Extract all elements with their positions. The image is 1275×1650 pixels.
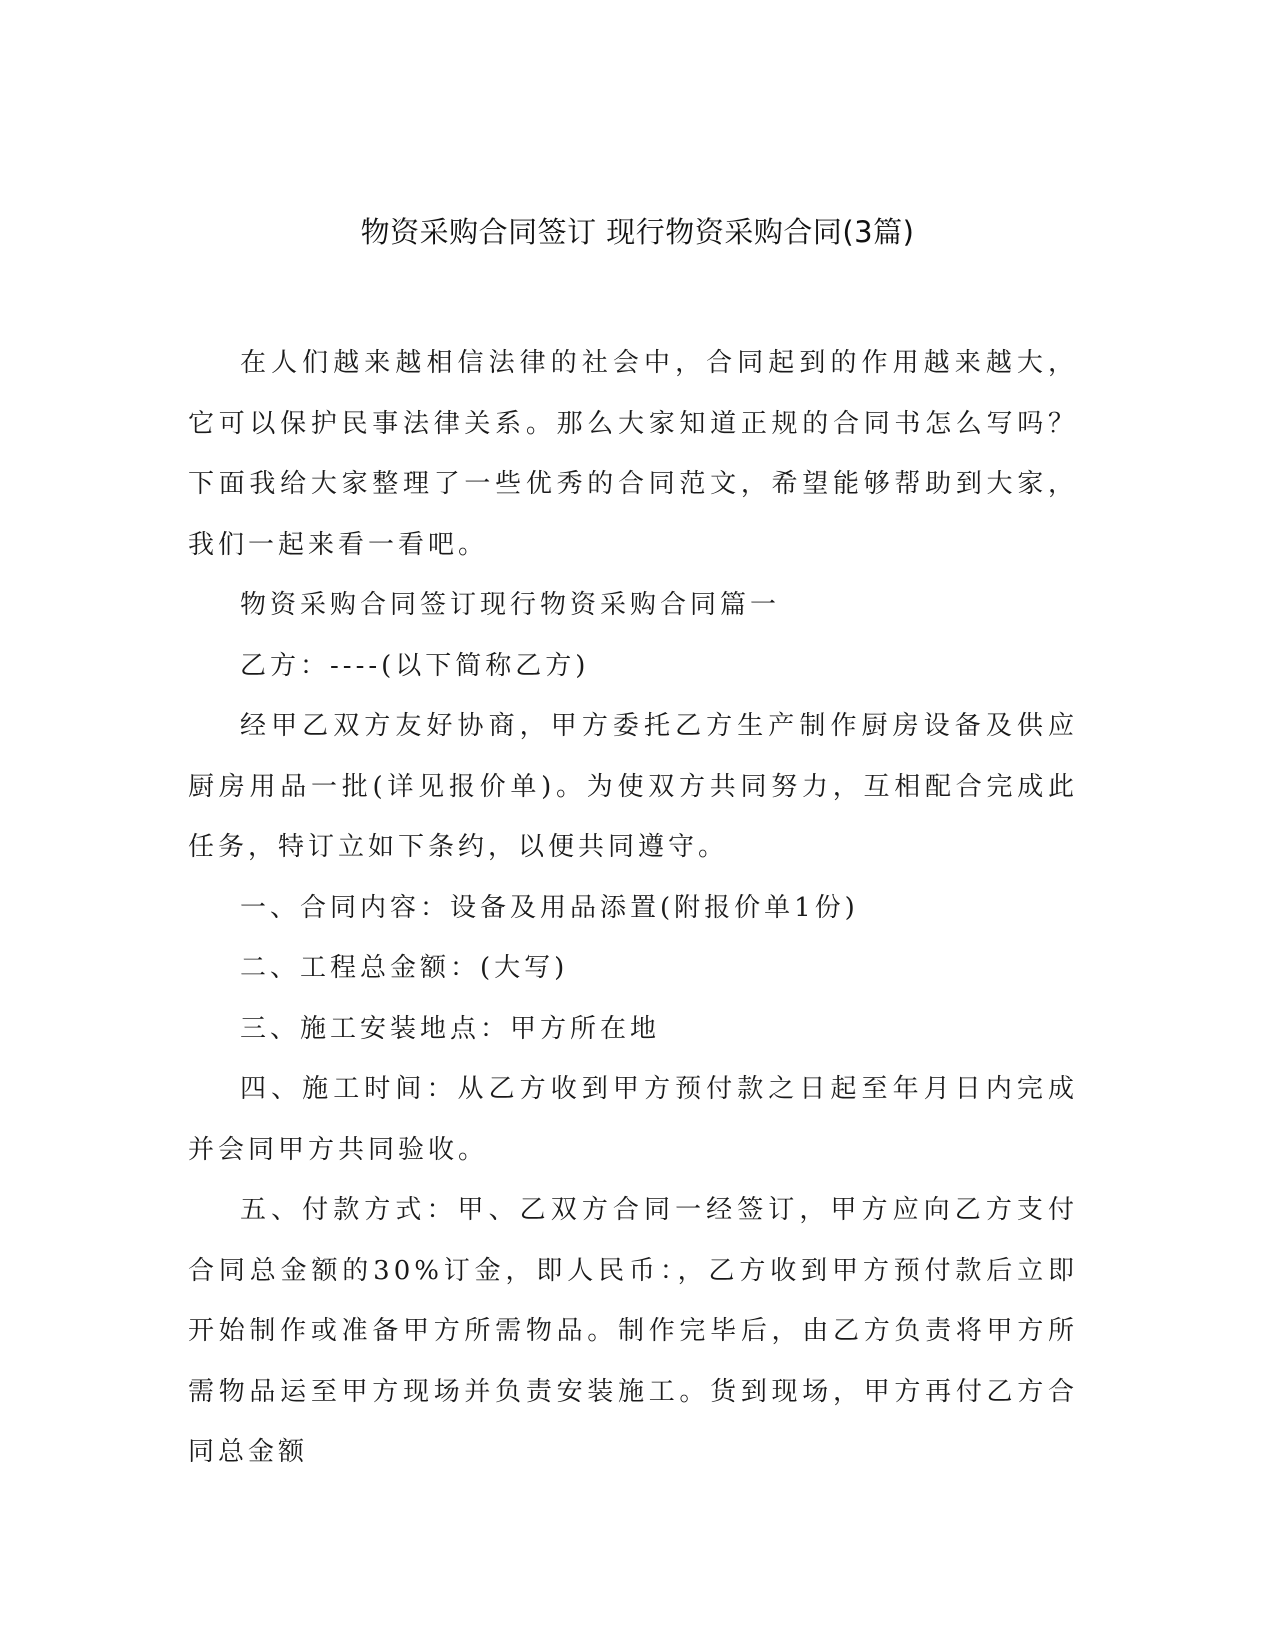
document-title: 物资采购合同签订 现行物资采购合同(3篇) — [360, 215, 915, 249]
agreement-paragraph: 经甲乙双方友好协商，甲方委托乙方生产制作厨房设备及供应厨房用品一批(详见报价单)。为使双方共同努力，互相配合完成此任务，特订立如下条约，以便共同遵守。 — [188, 711, 1078, 862]
clause-1: 一、合同内容：设备及用品添置(附报价单1份) — [240, 892, 859, 923]
clause-5: 五、付款方式：甲、乙双方合同一经签订，甲方应向乙方支付合同总金额的30%订金，即人民币：，乙方收到甲方预付款后立即开始制作或准备甲方所需物品。制作完毕后，由乙方负责将甲方所需物品运至甲方现场并负责安装施工。货到现场，甲方再付乙方合同总金额 — [188, 1195, 1078, 1467]
clause-4: 四、施工时间：从乙方收到甲方预付款之日起至年月日内完成并会同甲方共同验收。 — [188, 1074, 1078, 1165]
clause-3: 三、施工安装地点：甲方所在地 — [240, 1013, 661, 1044]
document-body — [188, 333, 1078, 1483]
section-heading: 物资采购合同签订现行物资采购合同篇一 — [240, 590, 781, 620]
clause-2: 二、工程总金额：(大写) — [240, 953, 569, 983]
party-b-line: 乙方：----(以下简称乙方) — [240, 650, 590, 681]
intro-paragraph: 在人们越来越相信法律的社会中，合同起到的作用越来越大，它可以保护民事法律关系。那么大家知道正规的合同书怎么写吗？下面我给大家整理了一些优秀的合同范文，希望能够帮助到大家，我们一起来看一看吧。 — [188, 348, 1078, 560]
